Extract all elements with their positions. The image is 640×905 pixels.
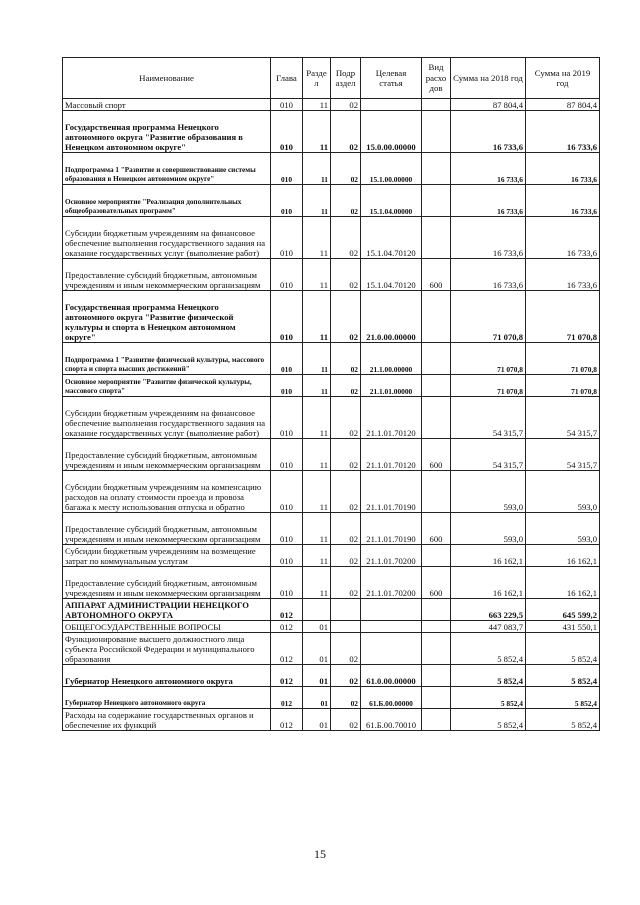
cell-podrazdel: 02 [331, 709, 361, 731]
cell-podrazdel: 02 [331, 111, 361, 153]
cell-glava: 010 [271, 99, 303, 111]
cell-vid: 600 [422, 567, 451, 599]
cell-name: Предоставление субсидий бюджетным, автономным учреждениям и иным некоммерческим организациям [63, 439, 271, 471]
cell-glava: 012 [271, 687, 303, 709]
table-row [63, 513, 600, 545]
cell-sum2019: 431 550,1 [526, 621, 600, 633]
cell-podrazdel: 02 [331, 99, 361, 111]
cell-razdel: 11 [303, 185, 331, 217]
cell-podrazdel: 02 [331, 153, 361, 185]
cell-name: Государственная программа Ненецкого автономного округа "Развитие образования в Ненецком автономном округе" [63, 111, 271, 153]
cell-name: Предоставление субсидий бюджетным, автономным учреждениям и иным некоммерческим организациям [63, 567, 271, 599]
cell-name: Предоставление субсидий бюджетным, автономным учреждениям и иным некоммерческим организациям [63, 259, 271, 291]
cell-glava: 010 [271, 185, 303, 217]
cell-glava: 010 [271, 545, 303, 567]
cell-razdel: 11 [303, 99, 331, 111]
cell-glava: 010 [271, 567, 303, 599]
cell-razdel: 11 [303, 375, 331, 397]
cell-sum2019: 71 070,8 [526, 343, 600, 375]
cell-name: Субсидии бюджетным учреждениям на возмещение затрат по коммунальным услугам [63, 545, 271, 567]
cell-vid [422, 99, 451, 111]
cell-razdel: 01 [303, 709, 331, 731]
cell-glava: 010 [271, 259, 303, 291]
header-glava: Глава [271, 58, 303, 99]
budget-sheet [62, 57, 599, 731]
cell-vid [422, 217, 451, 259]
cell-razdel: 11 [303, 471, 331, 513]
cell-name: Основное мероприятие "Развитие физической культуры, массового спорта" [63, 375, 271, 397]
header-podrazdel: Подр аздел [331, 58, 361, 99]
header-tselevaya: Целевая статья [361, 58, 422, 99]
cell-vid [422, 375, 451, 397]
budget-table-body [63, 99, 600, 731]
cell-glava: 010 [271, 291, 303, 343]
cell-vid [422, 185, 451, 217]
cell-razdel: 11 [303, 111, 331, 153]
cell-vid [422, 687, 451, 709]
cell-podrazdel [331, 621, 361, 633]
cell-tselevaya: 21.1.01.70200 [361, 545, 422, 567]
cell-name: Губернатор Ненецкого автономного округа [63, 687, 271, 709]
cell-vid [422, 111, 451, 153]
cell-razdel: 11 [303, 567, 331, 599]
cell-vid: 600 [422, 259, 451, 291]
table-row [63, 397, 600, 439]
cell-sum2019: 593,0 [526, 513, 600, 545]
cell-tselevaya: 21.1.01.00000 [361, 375, 422, 397]
cell-sum2018: 71 070,8 [451, 291, 526, 343]
cell-sum2018: 593,0 [451, 471, 526, 513]
cell-sum2018: 16 733,6 [451, 111, 526, 153]
cell-sum2018: 71 070,8 [451, 343, 526, 375]
cell-tselevaya: 21.1.01.70200 [361, 567, 422, 599]
header-sum-2018: Сумма на 2018 год [451, 58, 526, 99]
table-row [63, 185, 600, 217]
cell-name: Субсидии бюджетным учреждениям на компенсацию расходов на оплату стоимости проезда и провоза багажа к месту использования отпуска и обратно [63, 471, 271, 513]
cell-razdel: 11 [303, 439, 331, 471]
cell-name: Предоставление субсидий бюджетным, автономным учреждениям и иным некоммерческим организациям [63, 513, 271, 545]
cell-podrazdel: 02 [331, 633, 361, 665]
cell-tselevaya: 61.Б.00.00000 [361, 687, 422, 709]
cell-tselevaya: 21.0.00.00000 [361, 291, 422, 343]
cell-sum2019: 87 804,4 [526, 99, 600, 111]
table-row [63, 471, 600, 513]
cell-tselevaya: 21.1.01.70190 [361, 513, 422, 545]
cell-glava: 012 [271, 665, 303, 687]
cell-podrazdel: 02 [331, 375, 361, 397]
cell-glava: 010 [271, 397, 303, 439]
cell-sum2019: 16 733,6 [526, 259, 600, 291]
cell-sum2019: 593,0 [526, 471, 600, 513]
cell-razdel: 01 [303, 633, 331, 665]
cell-razdel: 11 [303, 513, 331, 545]
table-row [63, 567, 600, 599]
cell-sum2018: 5 852,4 [451, 687, 526, 709]
table-row [63, 99, 600, 111]
cell-razdel: 11 [303, 153, 331, 185]
header-sum-2019: Сумма на 2019 год [526, 58, 600, 99]
cell-sum2018: 5 852,4 [451, 633, 526, 665]
cell-razdel [303, 599, 331, 621]
cell-name: Подпрограмма 1 "Развитие и совершенствование системы образования в Ненецком автономном округе" [63, 153, 271, 185]
table-row [63, 291, 600, 343]
cell-vid: 600 [422, 439, 451, 471]
cell-glava: 012 [271, 599, 303, 621]
cell-sum2019: 5 852,4 [526, 709, 600, 731]
cell-podrazdel: 02 [331, 471, 361, 513]
table-row [63, 545, 600, 567]
table-row [63, 153, 600, 185]
table-header-row [63, 58, 600, 99]
budget-table [62, 57, 600, 731]
header-vid: Вид расхо дов [422, 58, 451, 99]
table-row [63, 599, 600, 621]
cell-podrazdel: 02 [331, 665, 361, 687]
cell-tselevaya [361, 621, 422, 633]
cell-vid [422, 709, 451, 731]
cell-razdel: 11 [303, 259, 331, 291]
cell-sum2019: 71 070,8 [526, 375, 600, 397]
cell-sum2018: 54 315,7 [451, 439, 526, 471]
cell-name: Губернатор Ненецкого автономного округа [63, 665, 271, 687]
table-row [63, 621, 600, 633]
cell-sum2018: 663 229,5 [451, 599, 526, 621]
cell-tselevaya [361, 599, 422, 621]
cell-sum2018: 71 070,8 [451, 375, 526, 397]
cell-name: Функционирование высшего должностного лица субъекта Российской Федерации и муниципального образования [63, 633, 271, 665]
cell-name: Субсидии бюджетным учреждениям на финансовое обеспечение выполнения государственного задания на оказание государственных услуг (выполнение работ) [63, 397, 271, 439]
cell-glava: 012 [271, 709, 303, 731]
cell-razdel: 01 [303, 665, 331, 687]
cell-podrazdel: 02 [331, 259, 361, 291]
cell-sum2019: 16 733,6 [526, 153, 600, 185]
cell-name: Массовый спорт [63, 99, 271, 111]
cell-tselevaya: 15.1.04.70120 [361, 217, 422, 259]
cell-tselevaya: 15.1.04.00000 [361, 185, 422, 217]
cell-sum2019: 16 733,6 [526, 185, 600, 217]
cell-tselevaya: 15.1.00.00000 [361, 153, 422, 185]
cell-glava: 010 [271, 153, 303, 185]
cell-vid [422, 343, 451, 375]
cell-vid [422, 599, 451, 621]
cell-sum2018: 447 083,7 [451, 621, 526, 633]
table-row [63, 439, 600, 471]
cell-razdel: 11 [303, 545, 331, 567]
table-row [63, 259, 600, 291]
cell-vid [422, 621, 451, 633]
cell-sum2019: 16 733,6 [526, 217, 600, 259]
cell-podrazdel: 02 [331, 513, 361, 545]
cell-sum2018: 16 733,6 [451, 259, 526, 291]
cell-name: ОБЩЕГОСУДАРСТВЕННЫЕ ВОПРОСЫ [63, 621, 271, 633]
cell-sum2019: 16 733,6 [526, 111, 600, 153]
cell-sum2019: 16 162,1 [526, 545, 600, 567]
cell-tselevaya [361, 633, 422, 665]
cell-name: Подпрограмма 1 "Развитие физической культуры, массового спорта и спорта высших достижений" [63, 343, 271, 375]
cell-razdel: 01 [303, 621, 331, 633]
cell-sum2019: 71 070,8 [526, 291, 600, 343]
cell-podrazdel: 02 [331, 439, 361, 471]
cell-glava: 010 [271, 217, 303, 259]
cell-glava: 010 [271, 375, 303, 397]
cell-podrazdel [331, 599, 361, 621]
table-row [63, 111, 600, 153]
cell-sum2018: 593,0 [451, 513, 526, 545]
cell-sum2019: 5 852,4 [526, 665, 600, 687]
cell-glava: 010 [271, 439, 303, 471]
cell-podrazdel: 02 [331, 217, 361, 259]
table-row [63, 633, 600, 665]
cell-tselevaya: 21.1.01.70120 [361, 397, 422, 439]
cell-tselevaya: 21.1.00.00000 [361, 343, 422, 375]
cell-sum2019: 5 852,4 [526, 633, 600, 665]
cell-vid [422, 397, 451, 439]
cell-razdel: 11 [303, 343, 331, 375]
cell-sum2019: 645 599,2 [526, 599, 600, 621]
cell-podrazdel: 02 [331, 397, 361, 439]
cell-vid [422, 153, 451, 185]
cell-sum2018: 16 162,1 [451, 545, 526, 567]
table-row [63, 343, 600, 375]
cell-razdel: 11 [303, 217, 331, 259]
cell-podrazdel: 02 [331, 185, 361, 217]
cell-name: Расходы на содержание государственных органов и обеспечение их функций [63, 709, 271, 731]
cell-tselevaya: 21.1.01.70190 [361, 471, 422, 513]
cell-sum2019: 54 315,7 [526, 397, 600, 439]
table-row [63, 709, 600, 731]
cell-name: Государственная программа Ненецкого автономного округа "Развитие физической культуры и спорта в Ненецком автономном округе" [63, 291, 271, 343]
cell-sum2019: 54 315,7 [526, 439, 600, 471]
cell-sum2018: 87 804,4 [451, 99, 526, 111]
cell-sum2018: 54 315,7 [451, 397, 526, 439]
cell-name: Основное мероприятие "Реализация дополнительных общеобразовательных программ" [63, 185, 271, 217]
cell-vid [422, 633, 451, 665]
cell-glava: 010 [271, 471, 303, 513]
cell-name: АППАРАТ АДМИНИСТРАЦИИ НЕНЕЦКОГО АВТОНОМНОГО ОКРУГА [63, 599, 271, 621]
cell-glava: 010 [271, 111, 303, 153]
header-name: Наименование [63, 58, 271, 99]
cell-tselevaya: 21.1.01.70120 [361, 439, 422, 471]
cell-sum2019: 5 852,4 [526, 687, 600, 709]
cell-tselevaya: 61.0.00.00000 [361, 665, 422, 687]
cell-glava: 010 [271, 343, 303, 375]
cell-razdel: 11 [303, 291, 331, 343]
cell-vid [422, 665, 451, 687]
cell-glava: 012 [271, 621, 303, 633]
cell-tselevaya: 61.Б.00.70010 [361, 709, 422, 731]
cell-vid [422, 291, 451, 343]
cell-sum2018: 5 852,4 [451, 665, 526, 687]
cell-glava: 010 [271, 513, 303, 545]
cell-tselevaya: 15.0.00.00000 [361, 111, 422, 153]
cell-name: Субсидии бюджетным учреждениям на финансовое обеспечение выполнения государственного задания на оказание государственных услуг (выполнение работ) [63, 217, 271, 259]
cell-podrazdel: 02 [331, 343, 361, 375]
header-razdel: Разде л [303, 58, 331, 99]
table-row [63, 665, 600, 687]
cell-vid: 600 [422, 513, 451, 545]
cell-sum2018: 16 162,1 [451, 567, 526, 599]
cell-podrazdel: 02 [331, 545, 361, 567]
cell-tselevaya: 15.1.04.70120 [361, 259, 422, 291]
cell-razdel: 11 [303, 397, 331, 439]
cell-podrazdel: 02 [331, 687, 361, 709]
cell-vid [422, 545, 451, 567]
cell-sum2018: 5 852,4 [451, 709, 526, 731]
cell-tselevaya [361, 99, 422, 111]
cell-sum2018: 16 733,6 [451, 185, 526, 217]
cell-sum2018: 16 733,6 [451, 217, 526, 259]
cell-sum2019: 16 162,1 [526, 567, 600, 599]
table-row [63, 217, 600, 259]
cell-razdel: 01 [303, 687, 331, 709]
table-row [63, 375, 600, 397]
cell-vid [422, 471, 451, 513]
cell-podrazdel: 02 [331, 567, 361, 599]
table-row [63, 687, 600, 709]
cell-podrazdel: 02 [331, 291, 361, 343]
cell-glava: 012 [271, 633, 303, 665]
page-number: 15 [314, 847, 326, 861]
cell-sum2018: 16 733,6 [451, 153, 526, 185]
